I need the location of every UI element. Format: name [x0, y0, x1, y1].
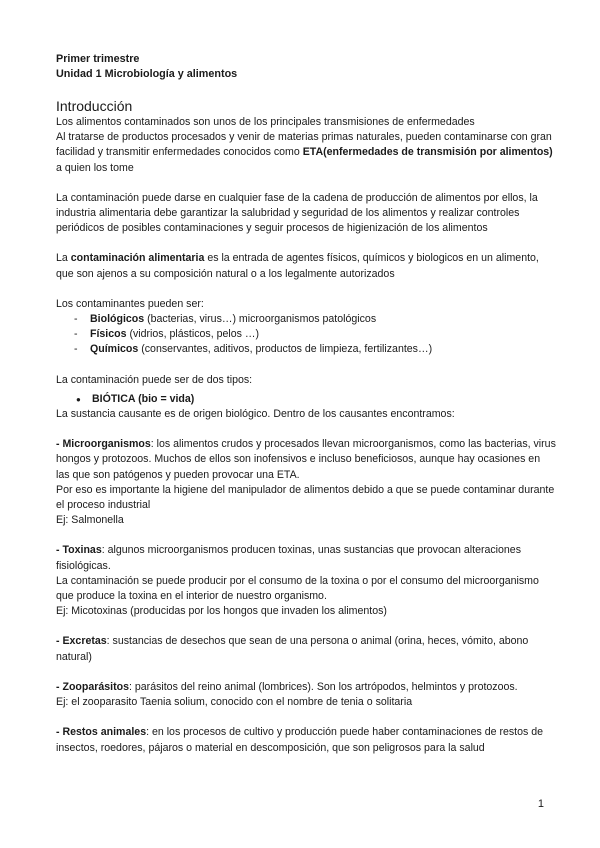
list-item: - Físicos (vidrios, plásticos, pelos …): [74, 327, 556, 342]
definition-term: contaminación alimentaria: [70, 252, 205, 265]
section-title: Introducción: [56, 98, 133, 114]
intro-line2: Al tratarse de productos procesados y venir de materias primas naturales, pueden contaminarse con gran facilidad y transmitir enfermedades conocidos como: [56, 131, 552, 159]
term-label: Primer trimestre: [56, 53, 140, 65]
biotic-label: ● BIÓTICA (bio = vida): [76, 392, 556, 407]
list-item: - Biológicos (bacterias, virus…) microorganismos patológicos: [74, 312, 556, 327]
document-page: [56, 52, 556, 756]
zooparasites-paragraph: - Zooparásitos: parásitos del reino animal (lombrices). Son los artrópodos, helmintos y protozoos. Ej: el zooparasito Taenia solium, conocido con el nombre de tenia o solitaria: [56, 680, 518, 709]
intro-paragraph: [56, 115, 556, 176]
contaminants-intro: Los contaminantes pueden ser:: [56, 297, 204, 310]
toxins-paragraph: - Toxinas: algunos microorganismos producen toxinas, unas sustancias que provocan alteraciones fisiológicas. La contaminación se puede producir por el consumo de la toxina o por el consumo del microorganismo que produce la toxina en el interior de nuestro organismo. Ej: Micotoxinas (producidas por los hongos que invaden los alimentos): [56, 544, 539, 618]
page-number: 1: [537, 798, 544, 810]
document-header: [56, 52, 556, 82]
contaminants-list: [56, 312, 556, 358]
microorganisms-paragraph: - Microorganismos: los alimentos crudos y procesados llevan microorganismos, como las bacterias, virus hongos y protozoos. Muchos de ellos son inofensivos e incluso beneficiosos, aunque hay ocasiones en las que son patógenos y pueden provocar una ETA. Por eso es importante la higiene del manipulador de alimentos debido a que se puede contaminar durante el proceso industrial Ej: Salmonella: [56, 438, 556, 527]
intro-line2-end: a quien los tome: [56, 161, 134, 174]
animal-remains-paragraph: - Restos animales: en los procesos de cultivo y producción puede haber contaminaciones de restos de insectos, roedores, pájaros o material en descomposición, que son peligrosos para la salud: [56, 726, 544, 754]
types-intro: La contaminación puede ser de dos tipos:: [56, 373, 253, 386]
list-item: - Químicos (conservantes, aditivos, productos de limpieza, fertilizantes…): [74, 342, 556, 357]
intro-line1: Los alimentos contaminados son unos de los principales transmisiones de enfermedades: [56, 116, 475, 128]
types-list: [56, 392, 556, 407]
excretas-paragraph: - Excretas: sustancias de desechos que sean de una persona o animal (orina, heces, vómito, abono natural): [56, 635, 529, 663]
contamination-phase-paragraph: La contaminación puede darse en cualquier fase de la cadena de producción de alimentos por ellos, la industria alimentaria debe garantizar la salubridad y seguridad de los alimentos y realizar controles periódicos de posibles contaminaciones y seguir procesos de higienización de los alimentos: [56, 191, 538, 235]
unit-title: Unidad 1 Microbiología y alimentos: [56, 68, 238, 80]
definition-paragraph: La contaminación alimentaria es la entrada de agentes físicos, químicos y biologicos en un alimento, que son ajenos a su composición natural o a los legalmente autorizados: [56, 252, 539, 280]
eta-term: ETA(enfermedades de transmisión por alimentos): [302, 146, 553, 159]
biotic-description: La sustancia causante es de origen biológico. Dentro de los causantes encontramos:: [56, 408, 455, 421]
